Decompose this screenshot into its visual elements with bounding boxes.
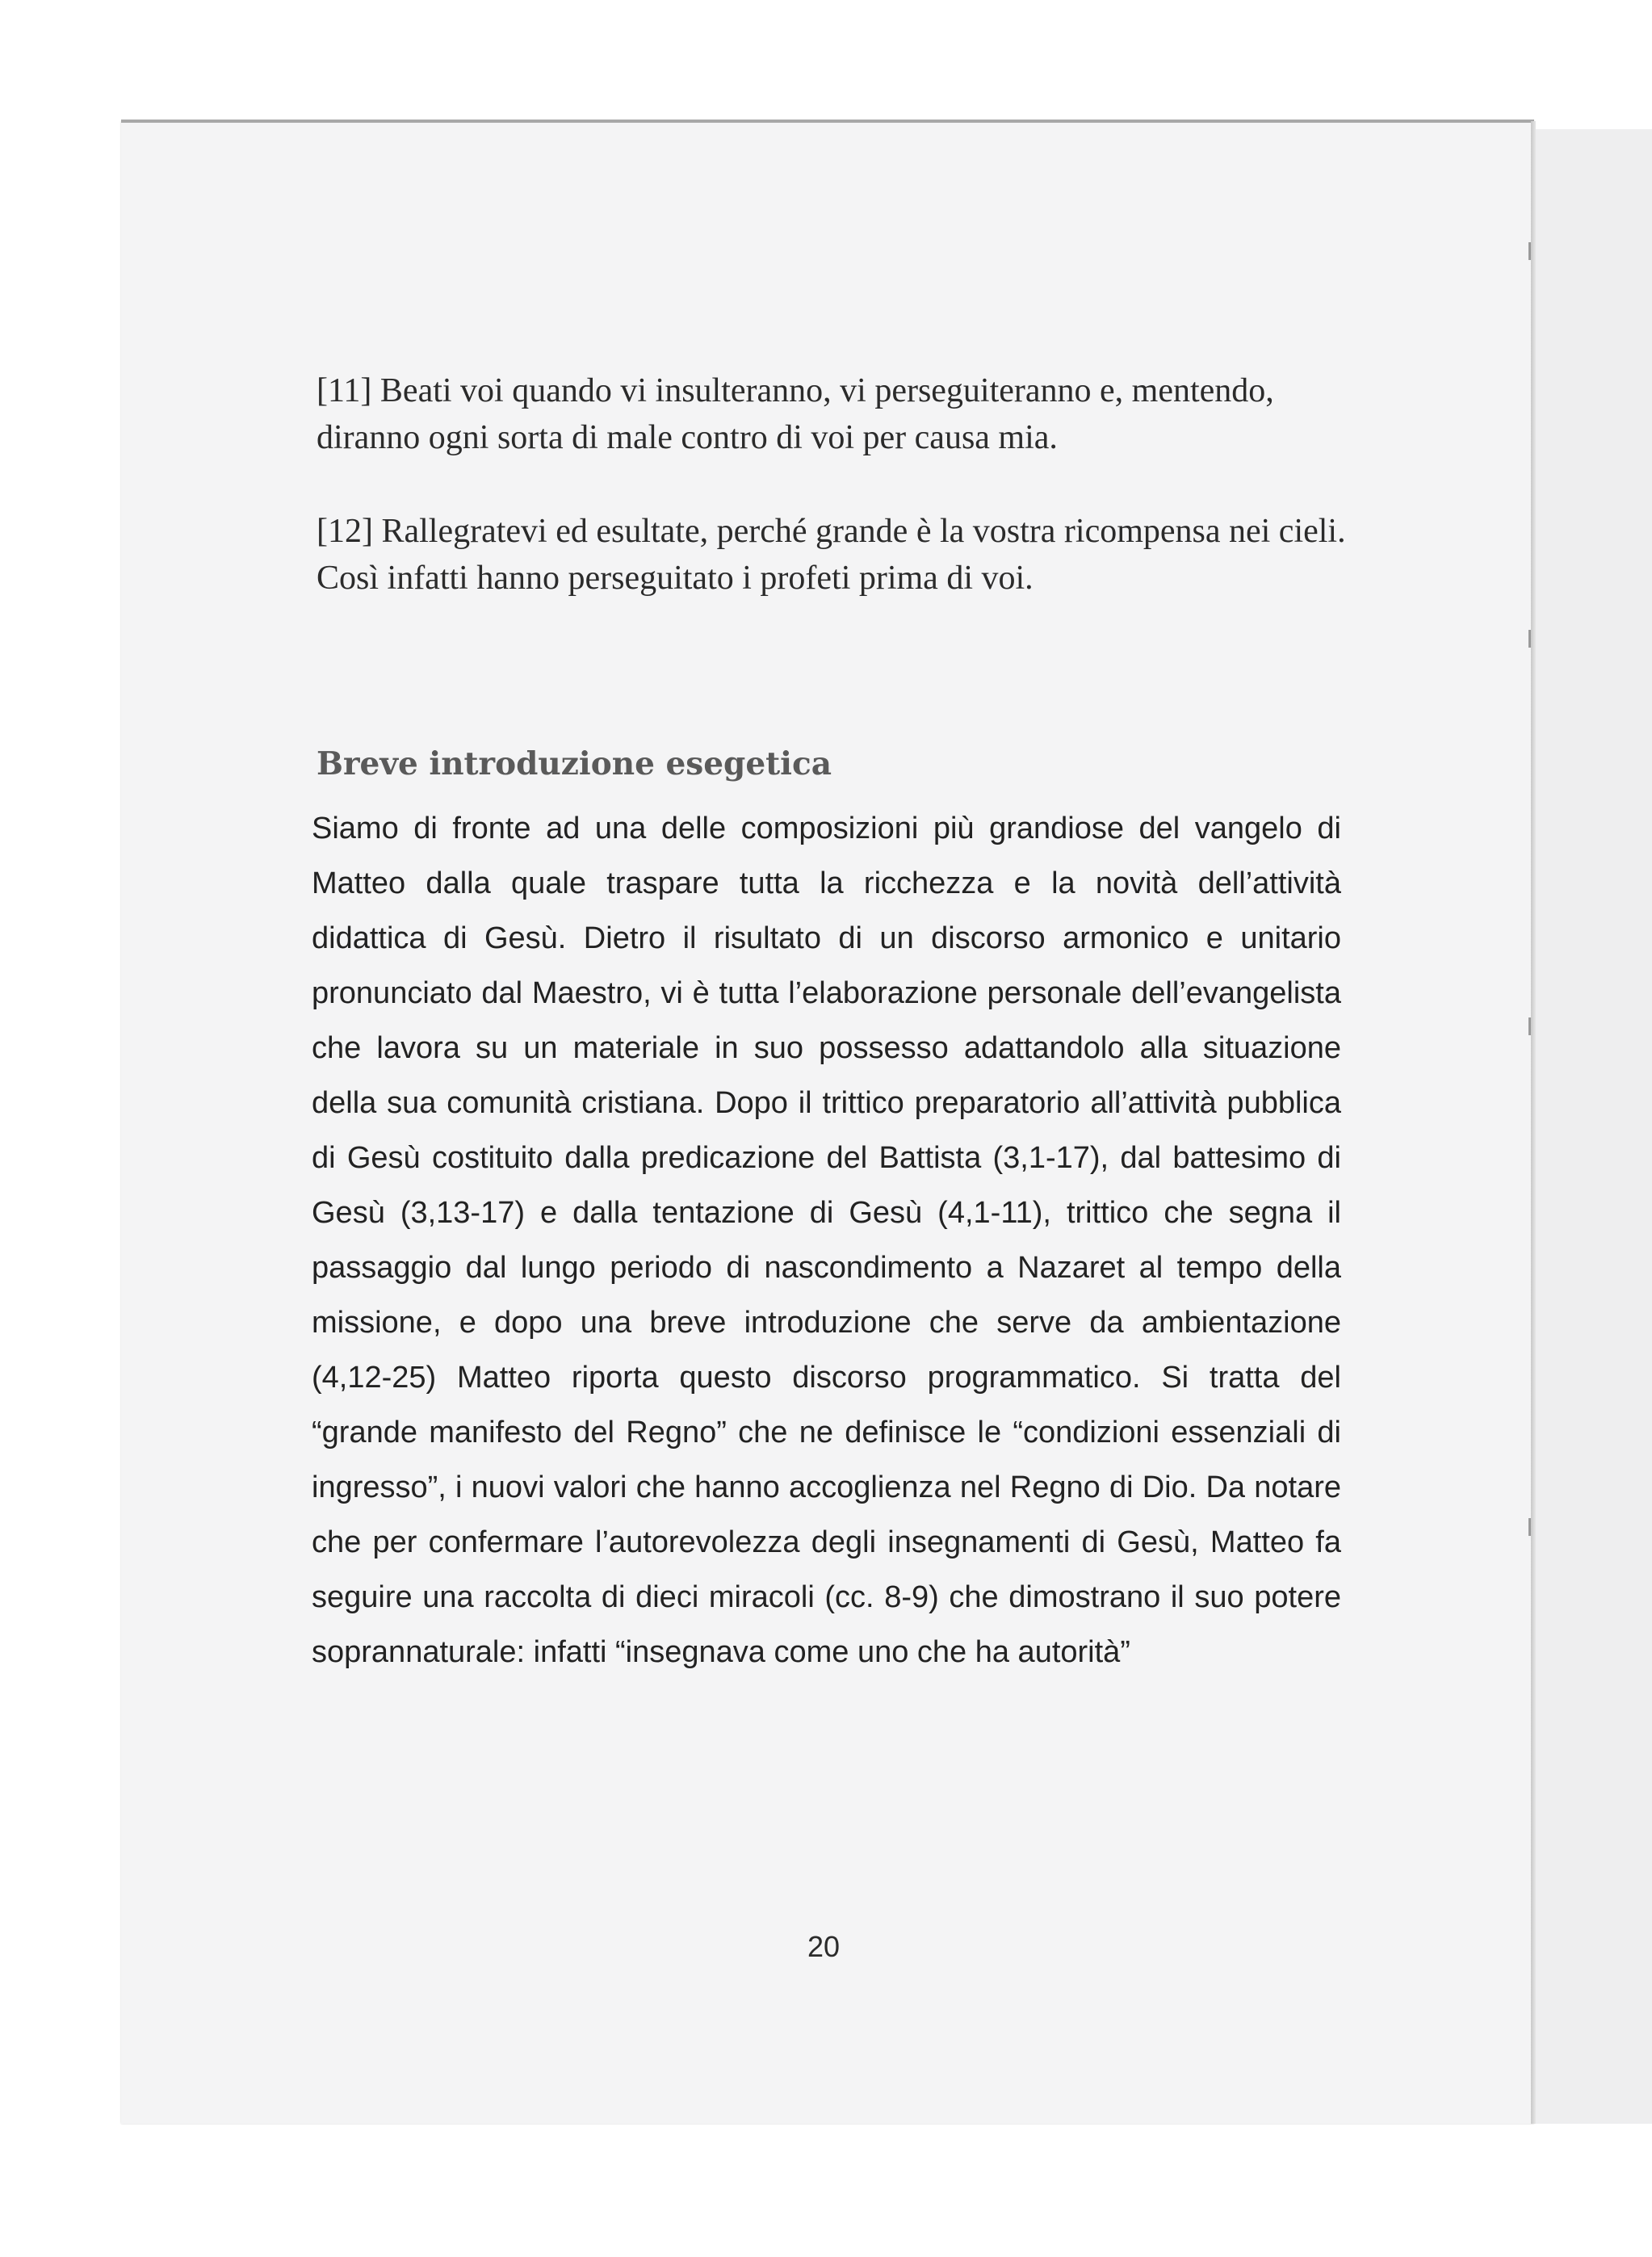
page-number: 20: [807, 1930, 841, 1963]
verse-11: [11] Beati voi quando vi insulteranno, vi perseguiteranno e, mentendo, diranno ogni sorta di male contro di voi per causa mia.: [317, 372, 1274, 456]
verse-12: [12] Rallegratevi ed esultate, perché grande è la vostra ricompensa nei cieli. Così infatti hanno perseguitato i profeti prima di voi.: [317, 513, 1346, 597]
section-heading: Breve introduzione esegetica: [317, 745, 832, 782]
section-body: Siamo di fronte ad una delle composizioni più grandiose del vangelo di Matteo dalla quale traspare tutta la ricchezza e la novità dell’attività didattica di Gesù. Dietro il risultato di un discorso armonico e unitario pronunciato dal Maestro, vi è tutta l’elaborazione personale dell’evangelista che lavora su un materiale in suo possesso adattandolo alla situazione della sua comunità cristiana. Dopo il trittico preparatorio all’attività pubblica di Gesù costituito dalla predicazione del Battista (3,1-17), dal battesimo di Gesù (3,13-17) e dalla tentazione di Gesù (4,1-11), trittico che segna il passaggio dal lungo periodo di nascondimento a Nazaret al tempo della missione, e dopo una breve introduzione che serve da ambientazione (4,12-25) Matteo riporta questo discorso programmatico. Si tratta del “grande manifesto del Regno” che ne definisce le “condizioni essenziali di ingresso”, i nuovi valori che hanno accoglienza nel Regno di Dio. Da notare che per confermare l’autorevolezza degli insegnamenti di Gesù, Matteo fa seguire una raccolta di dieci miracoli (cc. 8-9) che dimostrano il suo potere soprannaturale: infatti “insegnava come uno che ha autorità”: [312, 812, 1341, 1669]
